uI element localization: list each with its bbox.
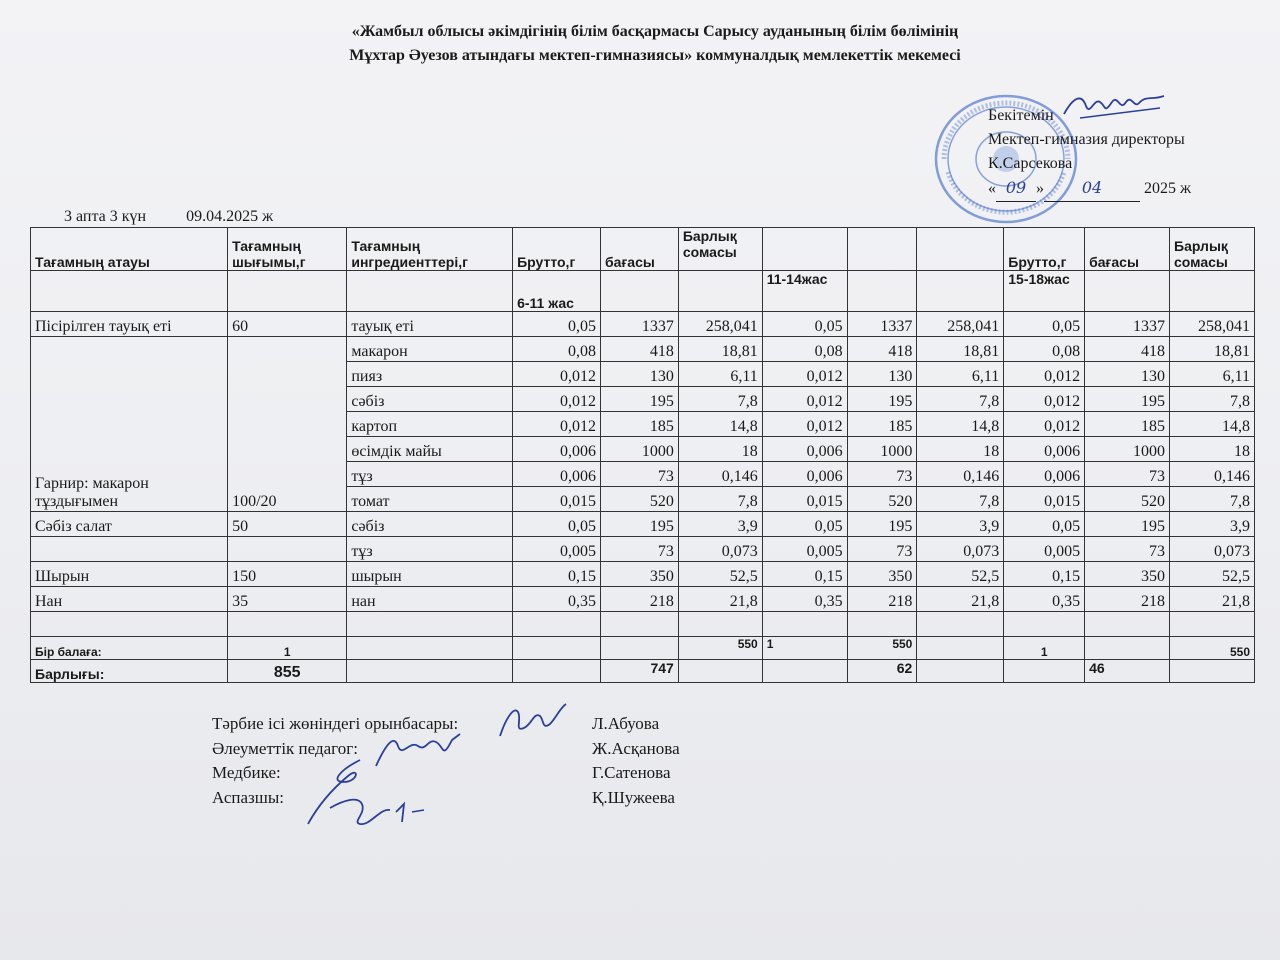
cell-p3: 520 (1085, 487, 1170, 512)
menu-date: 09.04.2025 ж (186, 208, 274, 225)
cell-b3: 0,006 (1004, 437, 1085, 462)
per-child-sum-2: 550 (847, 637, 917, 660)
cell-s1: 52,5 (678, 562, 762, 587)
table-row (31, 312, 1255, 337)
cell-b2: 0,012 (762, 362, 847, 387)
cell-b2: 0,08 (762, 337, 847, 362)
cell-s3: 18 (1170, 437, 1255, 462)
dish-yield: 100/20 (228, 337, 347, 512)
table-header-row (31, 228, 1255, 271)
cell-p2: 218 (847, 587, 917, 612)
cell-s2: 3,9 (917, 512, 1004, 537)
ingredient-name: шырын (347, 562, 513, 587)
cell-p1: 195 (601, 512, 679, 537)
cell-s1: 0,073 (678, 537, 762, 562)
cell-b3: 0,15 (1004, 562, 1085, 587)
cell-p3: 195 (1085, 512, 1170, 537)
cell-s3: 18,81 (1170, 337, 1255, 362)
signature-role: Тәрбие ісі жөніндегі орынбасары: (212, 714, 459, 733)
cell-p2: 418 (847, 337, 917, 362)
cell-b2: 0,006 (762, 462, 847, 487)
cell-b3: 0,35 (1004, 587, 1085, 612)
approval-date: « 09 » 04 2025 ж (988, 176, 1191, 202)
dish-name: Пісірілген тауық еті (31, 312, 228, 337)
week-day: 3 апта 3 күн (64, 208, 147, 225)
per-child-row (31, 637, 1255, 660)
total-value-2: 62 (847, 660, 917, 683)
dish-name (31, 537, 228, 562)
cell-p2: 1337 (847, 312, 917, 337)
dish-yield: 60 (228, 312, 347, 337)
dish-yield: 35 (228, 587, 347, 612)
cell-b3: 0,012 (1004, 387, 1085, 412)
table-row (31, 587, 1255, 612)
cell-b3: 0,08 (1004, 337, 1085, 362)
cell-p2: 130 (847, 362, 917, 387)
total-count: 855 (228, 660, 347, 683)
cell-p3: 130 (1085, 362, 1170, 387)
cell-s3: 6,11 (1170, 362, 1255, 387)
cell-p1: 1337 (601, 312, 679, 337)
cell-b2: 0,005 (762, 537, 847, 562)
cell-p3: 350 (1085, 562, 1170, 587)
cell-b1: 0,015 (513, 487, 601, 512)
col-header-sum-1: Барлық сомасы (678, 228, 762, 271)
cell-p2: 73 (847, 537, 917, 562)
cell-p1: 195 (601, 387, 679, 412)
cell-p3: 418 (1085, 337, 1170, 362)
cell-s3: 258,041 (1170, 312, 1255, 337)
cell-b2: 0,35 (762, 587, 847, 612)
approval-date-month: 04 (1081, 178, 1103, 197)
header-line-2: Мұхтар Әуезов атындағы мектеп-гимназиясы» коммуналдық мемлекеттік мекемесі (349, 47, 961, 64)
cell-p2: 195 (847, 387, 917, 412)
cell-p1: 185 (601, 412, 679, 437)
table-row (31, 562, 1255, 587)
cell-b1: 0,05 (513, 512, 601, 537)
cell-s2: 7,8 (917, 487, 1004, 512)
cell-b1: 0,05 (513, 312, 601, 337)
col-header-ingredients: Тағамның ингредиенттері,г (347, 228, 513, 271)
col-header-name: Тағамның атауы (31, 228, 228, 271)
ingredient-name: тұз (347, 462, 513, 487)
cell-s1: 6,11 (678, 362, 762, 387)
cell-p3: 73 (1085, 462, 1170, 487)
cell-s2: 52,5 (917, 562, 1004, 587)
cell-b1: 0,012 (513, 412, 601, 437)
cell-b3: 0,015 (1004, 487, 1085, 512)
cell-b1: 0,006 (513, 437, 601, 462)
age-group-3: 15-18жас (1004, 271, 1085, 312)
table-row (31, 337, 1255, 362)
signature-role: Әлеуметтік педагог: (212, 738, 358, 758)
age-group-1: 6-11 жас (513, 271, 601, 312)
cell-p2: 73 (847, 462, 917, 487)
per-child-count-3: 1 (1004, 637, 1085, 660)
menu-table (30, 227, 1255, 683)
total-label: Барлығы: (31, 660, 228, 683)
per-child-count-2: 1 (762, 637, 847, 660)
per-child-label: Бір балаға: (31, 637, 228, 660)
signature-role: Аспазшы: (212, 787, 284, 807)
cell-b2: 0,15 (762, 562, 847, 587)
signature-name: Ж.Асқанова (592, 738, 680, 758)
cell-s1: 258,041 (678, 312, 762, 337)
cell-b2: 0,006 (762, 437, 847, 462)
signature-row (212, 761, 680, 786)
cell-s3: 0,073 (1170, 537, 1255, 562)
cell-s2: 18,81 (917, 337, 1004, 362)
cell-s1: 3,9 (678, 512, 762, 537)
cell-b2: 0,05 (762, 312, 847, 337)
table-row (31, 512, 1255, 537)
document-header (0, 20, 1280, 68)
cell-p1: 130 (601, 362, 679, 387)
signature-row (212, 786, 680, 811)
per-child-sum-1: 550 (678, 637, 762, 660)
ingredient-name: сәбіз (347, 387, 513, 412)
table-row (31, 537, 1255, 562)
cell-b3: 0,012 (1004, 362, 1085, 387)
signature-row (212, 712, 680, 737)
dish-yield (228, 537, 347, 562)
cell-p3: 73 (1085, 537, 1170, 562)
ingredient-name: тұз (347, 537, 513, 562)
cell-b1: 0,005 (513, 537, 601, 562)
age-group-2: 11-14жас (762, 271, 847, 312)
approval-block (988, 104, 1191, 202)
approval-name: К.Сарсекова (988, 155, 1073, 172)
signature-row (212, 737, 680, 762)
total-row (31, 660, 1255, 683)
cell-b1: 0,15 (513, 562, 601, 587)
cell-b3: 0,006 (1004, 462, 1085, 487)
cell-p3: 195 (1085, 387, 1170, 412)
cell-s2: 258,041 (917, 312, 1004, 337)
cell-p3: 1337 (1085, 312, 1170, 337)
col-header-brutto-1: Брутто,г (513, 228, 601, 271)
total-value-1: 747 (601, 660, 679, 683)
cell-p2: 185 (847, 412, 917, 437)
cell-p2: 195 (847, 512, 917, 537)
cell-s2: 7,8 (917, 387, 1004, 412)
cell-b2: 0,05 (762, 512, 847, 537)
cell-s1: 21,8 (678, 587, 762, 612)
cell-p2: 350 (847, 562, 917, 587)
cell-s1: 18,81 (678, 337, 762, 362)
approval-date-day: 09 (1005, 178, 1027, 197)
cell-p2: 1000 (847, 437, 917, 462)
col-header-sum-3: Барлық сомасы (1170, 228, 1255, 271)
cell-p1: 418 (601, 337, 679, 362)
cell-p1: 218 (601, 587, 679, 612)
ingredient-name: тауық еті (347, 312, 513, 337)
col-header-yield: Тағамның шығымы,г (228, 228, 347, 271)
cell-s1: 0,146 (678, 462, 762, 487)
dish-name: Шырын (31, 562, 228, 587)
cell-s3: 7,8 (1170, 487, 1255, 512)
cell-b2: 0,012 (762, 412, 847, 437)
dish-yield: 150 (228, 562, 347, 587)
cell-b2: 0,012 (762, 387, 847, 412)
cell-s3: 3,9 (1170, 512, 1255, 537)
cell-p3: 218 (1085, 587, 1170, 612)
signature-name: Л.Абуова (592, 714, 660, 733)
empty-row (31, 612, 1255, 637)
dish-name: Сәбіз салат (31, 512, 228, 537)
dish-yield: 50 (228, 512, 347, 537)
cell-p1: 350 (601, 562, 679, 587)
cell-p3: 1000 (1085, 437, 1170, 462)
col-header-price-3: бағасы (1085, 228, 1170, 271)
cell-p1: 73 (601, 462, 679, 487)
cell-b1: 0,012 (513, 387, 601, 412)
cell-b2: 0,015 (762, 487, 847, 512)
per-child-sum-3: 550 (1170, 637, 1255, 660)
cell-s1: 18 (678, 437, 762, 462)
cell-s3: 52,5 (1170, 562, 1255, 587)
cell-s2: 21,8 (917, 587, 1004, 612)
ingredient-name: макарон (347, 337, 513, 362)
cell-p1: 73 (601, 537, 679, 562)
ingredient-name: нан (347, 587, 513, 612)
signatures-block (212, 712, 680, 810)
cell-b3: 0,05 (1004, 512, 1085, 537)
cell-b1: 0,08 (513, 337, 601, 362)
cell-s3: 7,8 (1170, 387, 1255, 412)
cell-s1: 14,8 (678, 412, 762, 437)
cell-b1: 0,012 (513, 362, 601, 387)
age-group-row (31, 271, 1255, 312)
cell-b3: 0,05 (1004, 312, 1085, 337)
approval-title: Бекітемін (988, 107, 1054, 124)
total-value-3: 46 (1085, 660, 1170, 683)
header-line-1: «Жамбыл облысы әкімдігінің білім басқармасы Сарысу ауданының білім бөлімінің (351, 23, 959, 40)
col-header-price-1: бағасы (601, 228, 679, 271)
cell-s2: 6,11 (917, 362, 1004, 387)
cell-s1: 7,8 (678, 487, 762, 512)
col-header-brutto-3: Брутто,г (1004, 228, 1085, 271)
date-row (64, 208, 309, 226)
ingredient-name: сәбіз (347, 512, 513, 537)
approval-date-year: 2025 ж (1144, 180, 1192, 197)
ingredient-name: томат (347, 487, 513, 512)
cell-s2: 0,146 (917, 462, 1004, 487)
ingredient-name: өсімдік майы (347, 437, 513, 462)
ingredient-name: пияз (347, 362, 513, 387)
cell-b3: 0,012 (1004, 412, 1085, 437)
signature-name: Г.Сатенова (592, 763, 671, 782)
signature-name: Қ.Шужеева (592, 787, 675, 807)
cell-p3: 185 (1085, 412, 1170, 437)
cell-b1: 0,35 (513, 587, 601, 612)
dish-name: Нан (31, 587, 228, 612)
cell-p1: 1000 (601, 437, 679, 462)
cell-b1: 0,006 (513, 462, 601, 487)
cell-s2: 18 (917, 437, 1004, 462)
cell-p1: 520 (601, 487, 679, 512)
ingredient-name: картоп (347, 412, 513, 437)
cell-s1: 7,8 (678, 387, 762, 412)
cell-b3: 0,005 (1004, 537, 1085, 562)
cell-s2: 0,073 (917, 537, 1004, 562)
cell-s2: 14,8 (917, 412, 1004, 437)
cell-s3: 21,8 (1170, 587, 1255, 612)
dish-name: Гарнир: макарон тұздығымен (31, 337, 228, 512)
per-child-count: 1 (228, 637, 347, 660)
approval-position: Мектеп-гимназия директоры (988, 131, 1185, 148)
menu-rows (31, 312, 1255, 612)
cell-s3: 0,146 (1170, 462, 1255, 487)
signature-role: Медбике: (212, 763, 281, 782)
cell-p2: 520 (847, 487, 917, 512)
cell-s3: 14,8 (1170, 412, 1255, 437)
